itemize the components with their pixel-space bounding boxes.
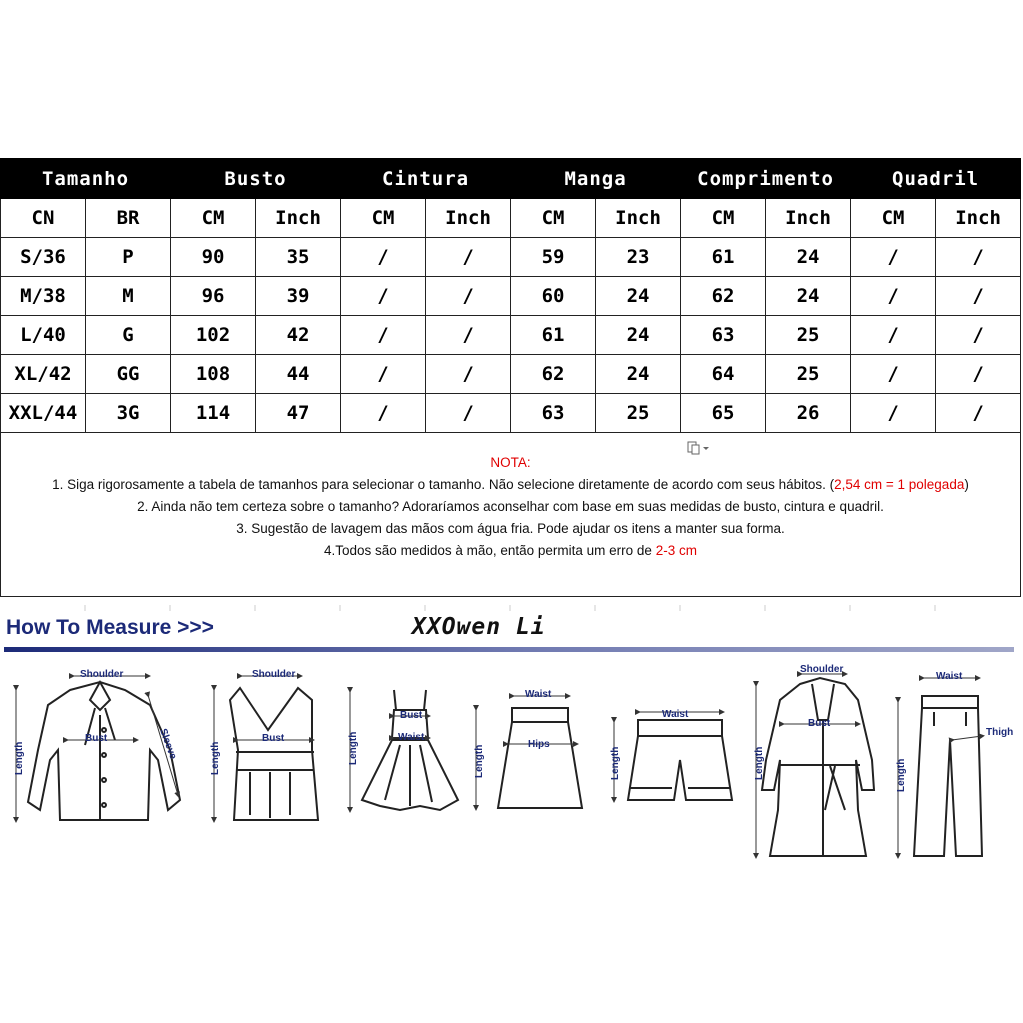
trousers-drawing bbox=[914, 696, 982, 856]
size-cell: 44 bbox=[256, 355, 341, 394]
note-error-range: 2-3 cm bbox=[655, 543, 697, 558]
how-to-measure-header bbox=[0, 612, 1023, 652]
size-row bbox=[1, 316, 1021, 355]
size-cell: 63 bbox=[681, 316, 766, 355]
size-row bbox=[1, 277, 1021, 316]
coat-drawing bbox=[762, 678, 874, 856]
label-hips: Hips bbox=[528, 739, 550, 750]
size-row bbox=[1, 238, 1021, 277]
size-cell: 25 bbox=[596, 394, 681, 433]
label-waist: Waist bbox=[398, 732, 425, 743]
note-line-1-text: 1. Siga rigorosamente a tabela de tamanhos para selecionar o tamanho. Não selecione diretamente de acordo com seus hábitos. ( bbox=[52, 477, 835, 492]
size-cell: 39 bbox=[256, 277, 341, 316]
label-sleeve: Sleeve bbox=[157, 727, 179, 761]
note-line-1-end: ) bbox=[964, 477, 969, 492]
label-length: Length bbox=[896, 758, 907, 792]
size-cell: 23 bbox=[596, 238, 681, 277]
label-shoulder: Shoulder bbox=[80, 669, 124, 680]
label-length: Length bbox=[14, 741, 25, 775]
label-waist: Waist bbox=[936, 671, 963, 682]
size-cell: 24 bbox=[596, 355, 681, 394]
size-table bbox=[0, 158, 1021, 433]
sub-header-cell: CM bbox=[511, 199, 596, 238]
size-cell: G bbox=[86, 316, 171, 355]
size-cell: / bbox=[341, 238, 426, 277]
label-bust: Bust bbox=[85, 733, 108, 744]
label-bust: Bust bbox=[400, 710, 423, 721]
note-line-3: 3. Sugestão de lavagem das mãos com água fria. Pode ajudar os itens a manter sua forma. bbox=[236, 521, 785, 536]
size-cell: 26 bbox=[766, 394, 851, 433]
paste-options-icon[interactable] bbox=[687, 441, 711, 455]
size-cell: 24 bbox=[766, 277, 851, 316]
shirt-arrows bbox=[16, 676, 178, 820]
label-length: Length bbox=[474, 744, 485, 778]
label-waist: Waist bbox=[662, 709, 689, 720]
label-waist: Waist bbox=[525, 689, 552, 700]
size-cell: 59 bbox=[511, 238, 596, 277]
size-cell: 25 bbox=[766, 316, 851, 355]
size-cell: / bbox=[936, 277, 1021, 316]
size-cell: XXL/44 bbox=[1, 394, 86, 433]
size-cell: 61 bbox=[681, 238, 766, 277]
size-cell: 63 bbox=[511, 394, 596, 433]
size-cell: XL/42 bbox=[1, 355, 86, 394]
sub-header-cell: Inch bbox=[936, 199, 1021, 238]
sub-header-cell: Inch bbox=[596, 199, 681, 238]
note-line-4-text: 4.Todos são medidos à mão, então permita um erro de bbox=[324, 543, 656, 558]
size-cell: GG bbox=[86, 355, 171, 394]
dress-arrows bbox=[350, 690, 428, 810]
size-cell: 102 bbox=[171, 316, 256, 355]
label-bust: Bust bbox=[262, 733, 285, 744]
skirt-arrows bbox=[476, 696, 576, 808]
sub-header-cell: BR bbox=[86, 199, 171, 238]
group-header-bust: Busto bbox=[171, 159, 341, 199]
label-bust: Bust bbox=[808, 718, 831, 729]
trousers-arrows bbox=[898, 678, 982, 856]
size-cell: / bbox=[341, 277, 426, 316]
size-cell: / bbox=[341, 394, 426, 433]
notes-title: NOTA: bbox=[490, 455, 531, 470]
size-row bbox=[1, 394, 1021, 433]
size-cell: 64 bbox=[681, 355, 766, 394]
size-cell: / bbox=[851, 316, 936, 355]
sub-header-cell: Inch bbox=[426, 199, 511, 238]
group-header-waist: Cintura bbox=[341, 159, 511, 199]
size-cell: / bbox=[341, 316, 426, 355]
sub-header-row bbox=[1, 199, 1021, 238]
sub-header-cell: CM bbox=[341, 199, 426, 238]
size-cell: S/36 bbox=[1, 238, 86, 277]
group-header-hip: Quadril bbox=[851, 159, 1021, 199]
brand-logo: XXOwen Li bbox=[412, 614, 546, 640]
size-cell: 62 bbox=[511, 355, 596, 394]
size-cell: / bbox=[426, 316, 511, 355]
note-line-1 bbox=[1, 477, 1020, 492]
label-shoulder: Shoulder bbox=[800, 664, 844, 675]
sub-header-cell: CN bbox=[1, 199, 86, 238]
size-row bbox=[1, 355, 1021, 394]
label-length: Length bbox=[210, 741, 221, 775]
size-cell: / bbox=[851, 355, 936, 394]
size-cell: / bbox=[936, 394, 1021, 433]
size-cell: 114 bbox=[171, 394, 256, 433]
note-conversion: 2,54 cm = 1 polegada bbox=[834, 477, 965, 492]
size-cell: / bbox=[341, 355, 426, 394]
size-cell: / bbox=[851, 238, 936, 277]
sub-header-cell: CM bbox=[681, 199, 766, 238]
size-cell: 25 bbox=[766, 355, 851, 394]
size-cell: 24 bbox=[596, 277, 681, 316]
size-sheet bbox=[0, 158, 1022, 597]
header-underline bbox=[4, 647, 1014, 652]
size-cell: P bbox=[86, 238, 171, 277]
size-cell: 108 bbox=[171, 355, 256, 394]
label-length: Length bbox=[754, 746, 765, 780]
notes-box bbox=[0, 433, 1021, 597]
size-cell: 62 bbox=[681, 277, 766, 316]
note-line-2: 2. Ainda não tem certeza sobre o tamanho? Adoraríamos aconselhar com base em suas medidas de busto, cintura e quadril. bbox=[137, 499, 884, 514]
sub-header-cell: Inch bbox=[766, 199, 851, 238]
size-cell: 61 bbox=[511, 316, 596, 355]
size-cell: 65 bbox=[681, 394, 766, 433]
sub-header-cell: Inch bbox=[256, 199, 341, 238]
tank-arrows bbox=[214, 676, 312, 820]
size-cell: L/40 bbox=[1, 316, 86, 355]
size-rows bbox=[1, 238, 1021, 433]
size-cell: 24 bbox=[766, 238, 851, 277]
label-shoulder: Shoulder bbox=[252, 669, 296, 680]
group-header-row bbox=[1, 159, 1021, 199]
group-header-sleeve: Manga bbox=[511, 159, 681, 199]
size-cell: / bbox=[936, 355, 1021, 394]
shorts-drawing bbox=[628, 720, 732, 800]
size-cell: 42 bbox=[256, 316, 341, 355]
skirt-drawing bbox=[498, 708, 582, 808]
size-cell: 90 bbox=[171, 238, 256, 277]
group-header-length: Comprimento bbox=[681, 159, 851, 199]
size-cell: / bbox=[936, 316, 1021, 355]
dress-drawing bbox=[362, 690, 458, 810]
how-to-measure-title: How To Measure >>> bbox=[6, 616, 214, 639]
measurement-illustrations bbox=[0, 660, 1023, 860]
size-cell: 35 bbox=[256, 238, 341, 277]
size-cell: 24 bbox=[596, 316, 681, 355]
size-cell: / bbox=[426, 238, 511, 277]
label-thigh: Thigh bbox=[986, 727, 1014, 738]
size-cell: 3G bbox=[86, 394, 171, 433]
size-cell: / bbox=[851, 394, 936, 433]
group-header-size: Tamanho bbox=[1, 159, 171, 199]
shirt-drawing bbox=[28, 682, 180, 820]
size-cell: M bbox=[86, 277, 171, 316]
size-cell: / bbox=[426, 277, 511, 316]
size-cell: / bbox=[426, 355, 511, 394]
size-cell: M/38 bbox=[1, 277, 86, 316]
size-cell: 60 bbox=[511, 277, 596, 316]
size-cell: / bbox=[426, 394, 511, 433]
note-line-4 bbox=[1, 543, 1020, 558]
size-cell: 96 bbox=[171, 277, 256, 316]
sub-header-cell: CM bbox=[171, 199, 256, 238]
sub-header-cell: CM bbox=[851, 199, 936, 238]
size-cell: / bbox=[936, 238, 1021, 277]
label-length: Length bbox=[610, 746, 621, 780]
tank-drawing bbox=[230, 688, 318, 820]
size-cell: 47 bbox=[256, 394, 341, 433]
size-cell: / bbox=[851, 277, 936, 316]
label-length: Length bbox=[348, 731, 359, 765]
